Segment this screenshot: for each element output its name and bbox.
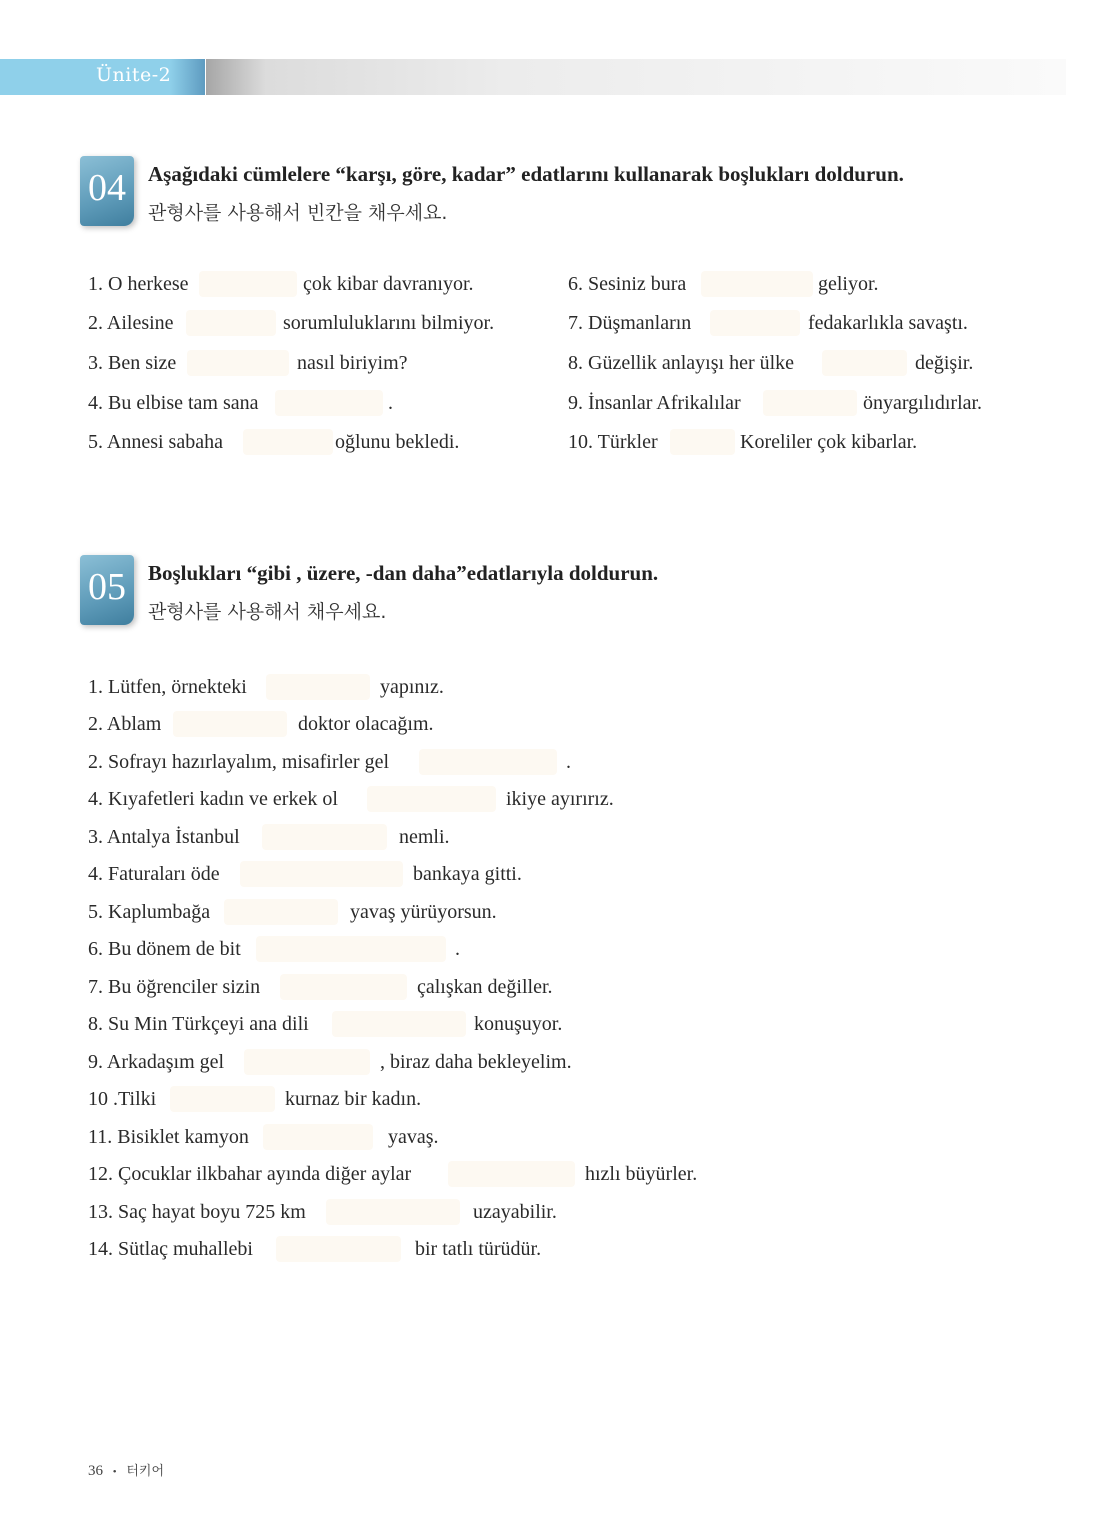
item-suffix: doktor olacağım. bbox=[298, 713, 434, 735]
answer-blank[interactable] bbox=[701, 271, 813, 297]
item-prefix: 6. Bu dönem de bit bbox=[88, 938, 241, 960]
item-prefix: 11. Bisiklet kamyon bbox=[88, 1126, 249, 1148]
answer-blank[interactable] bbox=[448, 1161, 575, 1187]
item-prefix: 1. Lütfen, örnekteki bbox=[88, 676, 247, 698]
item-prefix: 2. Ailesine bbox=[88, 312, 174, 334]
answer-blank[interactable] bbox=[243, 429, 333, 455]
answer-blank[interactable] bbox=[822, 350, 907, 376]
item-suffix: . bbox=[566, 751, 571, 773]
item-suffix: nemli. bbox=[399, 826, 450, 848]
answer-blank[interactable] bbox=[332, 1011, 466, 1037]
item-prefix: 5. Annesi sabaha bbox=[88, 431, 223, 453]
answer-blank[interactable] bbox=[170, 1086, 275, 1112]
item-suffix: bankaya gitti. bbox=[413, 863, 522, 885]
answer-blank[interactable] bbox=[326, 1199, 460, 1225]
item-prefix: 1. O herkese bbox=[88, 273, 189, 295]
item-prefix: 13. Saç hayat boyu 725 km bbox=[88, 1201, 306, 1223]
exercise-number-badge: 05 bbox=[80, 555, 134, 625]
item-prefix: 2. Sofrayı hazırlayalım, misafirler gel bbox=[88, 751, 390, 773]
answer-blank[interactable] bbox=[187, 350, 289, 376]
item-prefix: 9. Arkadaşım gel bbox=[88, 1051, 225, 1073]
answer-blank[interactable] bbox=[275, 390, 383, 416]
item-suffix: çalışkan değiller. bbox=[417, 976, 553, 998]
item-suffix: yavaş yürüyorsun. bbox=[350, 901, 497, 923]
answer-blank[interactable] bbox=[276, 1236, 401, 1262]
item-prefix: 9. İnsanlar Afrikalılar bbox=[568, 392, 741, 414]
bullet: • bbox=[112, 1466, 117, 1478]
item-suffix: sorumluluklarını bilmiyor. bbox=[283, 312, 495, 334]
answer-blank[interactable] bbox=[262, 824, 387, 850]
answer-blank[interactable] bbox=[244, 1049, 370, 1075]
item-suffix: . bbox=[455, 938, 460, 960]
unit-label: Ünite-2 bbox=[96, 64, 172, 86]
answer-blank[interactable] bbox=[263, 1124, 373, 1150]
answer-blank[interactable] bbox=[266, 674, 370, 700]
answer-blank[interactable] bbox=[186, 310, 276, 336]
item-suffix: yavaş. bbox=[388, 1126, 439, 1148]
answer-blank[interactable] bbox=[224, 899, 338, 925]
item-prefix: 6. Sesiniz bura bbox=[568, 273, 687, 295]
item-suffix: yapınız. bbox=[380, 676, 444, 698]
answer-blank[interactable] bbox=[710, 310, 800, 336]
item-prefix: 8. Su Min Türkçeyi ana dili bbox=[88, 1013, 309, 1035]
answer-blank[interactable] bbox=[240, 861, 403, 887]
exercise-subtitle: 관형사를 사용해서 채우세요. bbox=[148, 601, 387, 623]
item-suffix: nasıl biriyim? bbox=[297, 352, 408, 374]
item-prefix: 2. Ablam bbox=[88, 713, 162, 735]
exercise-title: Aşağıdaki cümlelere “karşı, göre, kadar” edatlarını kullanarak boşlukları doldurun. bbox=[148, 162, 904, 186]
exercise-number-badge: 04 bbox=[80, 156, 134, 226]
item-suffix: Koreliler çok kibarlar. bbox=[740, 431, 918, 453]
item-prefix: 10 .Tilki bbox=[88, 1088, 157, 1110]
item-suffix: çok kibar davranıyor. bbox=[303, 273, 474, 295]
page-number: 36 bbox=[88, 1463, 103, 1479]
item-prefix: 8. Güzellik anlayışı her ülke bbox=[568, 352, 795, 374]
item-suffix: oğlunu bekledi. bbox=[335, 431, 460, 453]
answer-blank[interactable] bbox=[256, 936, 446, 962]
answer-blank[interactable] bbox=[367, 786, 496, 812]
item-suffix: ikiye ayırırız. bbox=[506, 788, 614, 810]
item-suffix: hızlı büyürler. bbox=[585, 1163, 698, 1185]
exercise-title: Boşlukları “gibi , üzere, -dan daha”edatlarıyla doldurun. bbox=[148, 561, 659, 585]
item-prefix: 14. Sütlaç muhallebi bbox=[88, 1238, 253, 1260]
item-prefix: 12. Çocuklar ilkbahar ayında diğer aylar bbox=[88, 1163, 412, 1185]
answer-blank[interactable] bbox=[763, 390, 857, 416]
answer-blank[interactable] bbox=[199, 271, 297, 297]
answer-blank[interactable] bbox=[419, 749, 557, 775]
item-prefix: 4. Kıyafetleri kadın ve erkek ol bbox=[88, 788, 338, 810]
item-suffix: bir tatlı türüdür. bbox=[415, 1238, 542, 1260]
item-prefix: 10. Türkler bbox=[568, 431, 658, 453]
item-prefix: 4. Bu elbise tam sana bbox=[88, 392, 259, 414]
book-title: 터키어 bbox=[126, 1464, 165, 1479]
item-prefix: 7. Bu öğrenciler sizin bbox=[88, 976, 261, 998]
item-suffix: geliyor. bbox=[818, 273, 879, 295]
answer-blank[interactable] bbox=[280, 974, 407, 1000]
item-suffix: önyargılıdırlar. bbox=[863, 392, 983, 414]
item-suffix: kurnaz bir kadın. bbox=[285, 1088, 422, 1110]
header-gradient bbox=[206, 59, 1066, 95]
item-suffix: değişir. bbox=[915, 352, 974, 374]
item-prefix: 3. Ben size bbox=[88, 352, 177, 374]
item-prefix: 5. Kaplumbağa bbox=[88, 901, 211, 923]
item-prefix: 4. Faturaları öde bbox=[88, 863, 220, 885]
page-footer bbox=[88, 1460, 164, 1480]
item-suffix: , biraz daha bekleyelim. bbox=[380, 1051, 572, 1073]
item-suffix: . bbox=[388, 392, 393, 414]
answer-blank[interactable] bbox=[173, 711, 287, 737]
item-prefix: 7. Düşmanların bbox=[568, 312, 692, 334]
item-prefix: 3. Antalya İstanbul bbox=[88, 826, 240, 848]
item-suffix: fedakarlıkla savaştı. bbox=[808, 312, 968, 334]
item-suffix: uzayabilir. bbox=[473, 1201, 557, 1223]
exercise-subtitle: 관형사를 사용해서 빈칸을 채우세요. bbox=[148, 202, 448, 224]
answer-blank[interactable] bbox=[670, 429, 735, 455]
item-suffix: konuşuyor. bbox=[474, 1013, 563, 1035]
